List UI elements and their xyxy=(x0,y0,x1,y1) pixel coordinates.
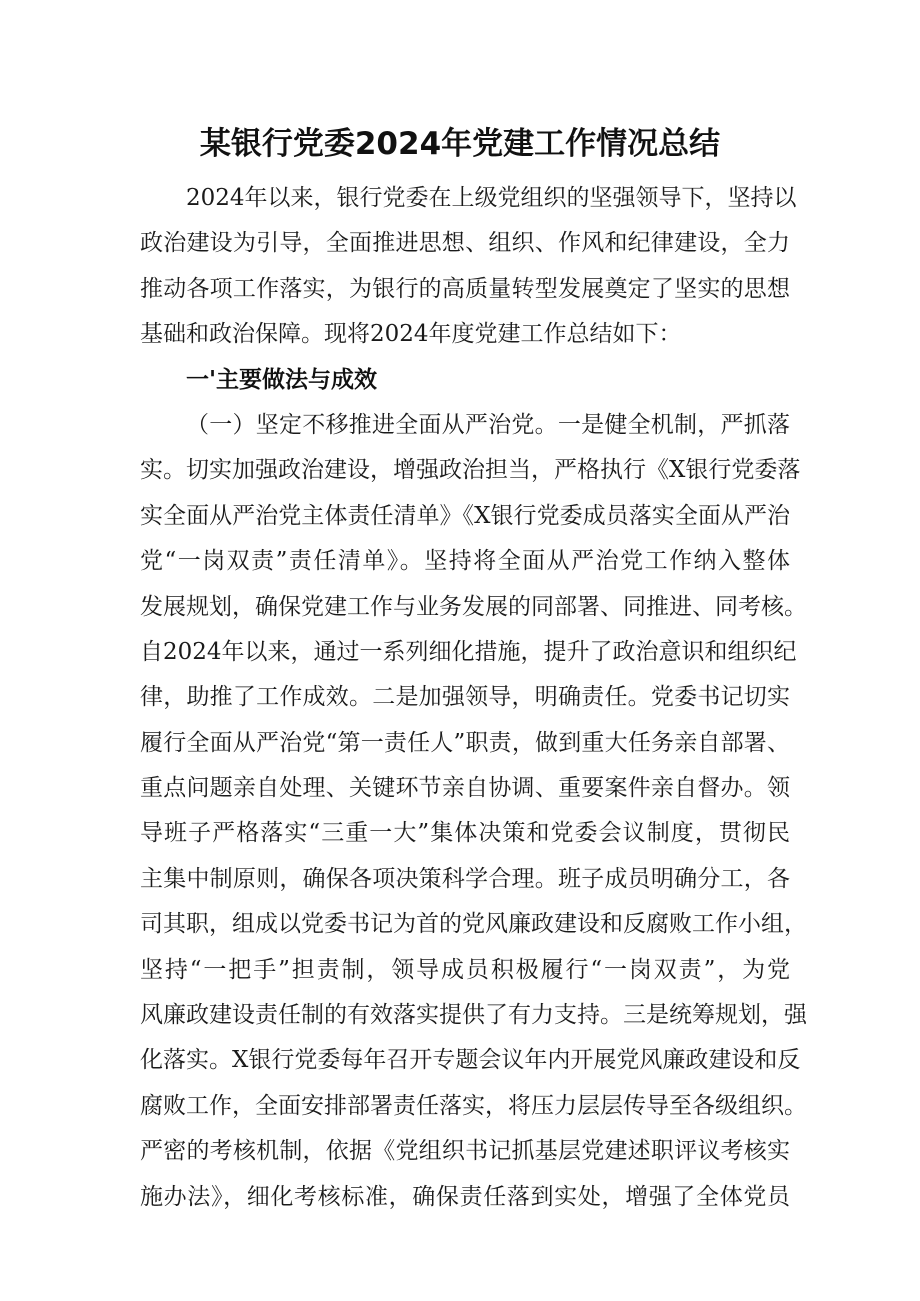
paragraph-line: 主集中制原则，确保各项决策科学合理。班子成员明确分工，各 xyxy=(140,865,790,892)
paragraph-line: 施办法》，细化考核标准，确保责任落到实处，增强了全体党员 xyxy=(140,1183,790,1210)
paragraph-line: 导班子严格落实“三重一大”集体决策和党委会议制度，贯彻民 xyxy=(140,820,790,847)
intro-line: 2024年以来，银行党委在上级党组织的坚强领导下，坚持以 xyxy=(186,185,797,211)
document-body xyxy=(140,176,807,1220)
paragraph-line: 实。切实加强政治建设，增强政治担当，严格执行《X银行党委落 xyxy=(140,457,801,484)
section-heading: 一'主要做法与成效 xyxy=(186,366,378,393)
paragraph-line: 司其职，组成以党委书记为首的党风廉政建设和反腐败工作小组， xyxy=(140,911,807,938)
paragraph-line: 重点问题亲自处理、关键环节亲自协调、重要案件亲自督办。领 xyxy=(140,775,790,802)
paragraph-line: 履行全面从严治党“第一责任人”职责，做到重大任务亲自部署、 xyxy=(140,729,790,756)
paragraph-line: 党“一岗双责”责任清单》。坚持将全面从严治党工作纳入整体 xyxy=(140,548,790,575)
paragraph-line: 发展规划，确保党建工作与业务发展的同部署、同推进、同考核。 xyxy=(140,593,807,620)
paragraph-line: 坚持“一把手”担责制，领导成员积极履行“一岗双责”，为党 xyxy=(140,956,790,983)
intro-line: 政治建设为引导，全面推进思想、组织、作风和纪律建设，全力 xyxy=(140,230,790,257)
paragraph-line: （一）坚定不移推进全面从严治党。一是健全机制，严抓落 xyxy=(186,411,790,438)
paragraph-line: 严密的考核机制，依据《党组织书记抓基层党建述职评议考核实 xyxy=(140,1138,790,1165)
intro-line: 基础和政治保障。现将2024年度党建工作总结如下： xyxy=(140,321,682,348)
paragraph-line: 腐败工作，全面安排部署责任落实，将压力层层传导至各级组织。 xyxy=(140,1092,807,1119)
paragraph-line: 自2024年以来，通过一系列细化措施，提升了政治意识和组织纪 xyxy=(140,638,797,665)
document-title: 某银行党委2024年党建工作情况总结 xyxy=(199,126,721,162)
paragraph-line: 实全面从严治党主体责任清单》《X银行党委成员落实全面从严治 xyxy=(140,502,790,529)
paragraph-line: 风廉政建设责任制的有效落实提供了有力支持。三是统筹规划，强 xyxy=(140,1002,807,1029)
paragraph-line: 律，助推了工作成效。二是加强领导，明确责任。党委书记切实 xyxy=(140,684,790,711)
intro-line: 推动各项工作落实，为银行的高质量转型发展奠定了坚实的思想 xyxy=(140,275,790,302)
paragraph-line: 化落实。X银行党委每年召开专题会议年内开展党风廉政建设和反 xyxy=(140,1047,801,1074)
